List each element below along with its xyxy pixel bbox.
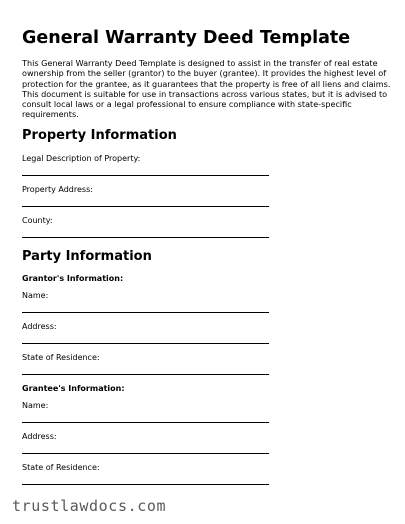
grantee-address-field: [22, 432, 385, 454]
document-title: General Warranty Deed Template: [22, 28, 351, 48]
grantee-address-label: Address:: [22, 431, 57, 441]
legal-description-label: Legal Description of Property:: [22, 153, 141, 163]
property-address-line[interactable]: [22, 206, 269, 207]
document-page: [22, 27, 391, 485]
grantee-name-label: Name:: [22, 400, 49, 410]
property-address-label: Property Address:: [22, 184, 93, 194]
county-field: [22, 216, 385, 238]
grantee-state-field: [22, 463, 385, 485]
intro-paragraph: This General Warranty Deed Template is designed to assist in the transfer of real estate ownership from the seller (grantor) to the buyer (grantee). It provides the highest level of protection for the grantee, as it guarantees that the property is free of all liens and claims. This document is suitable for use in transactions across various states, but it is advised to consult local laws or a legal professional to ensure compliance with state-specific requirements.: [22, 58, 391, 120]
grantee-information-heading: Grantee's Information:: [22, 383, 125, 393]
grantor-name-field: [22, 291, 385, 313]
grantee-state-label: State of Residence:: [22, 462, 100, 472]
grantor-address-label: Address:: [22, 321, 57, 331]
grantee-name-field: [22, 401, 385, 423]
county-label: County:: [22, 215, 53, 225]
grantee-state-line[interactable]: [22, 484, 269, 485]
watermark-text: trustlawdocs.com: [12, 497, 170, 515]
county-line[interactable]: [22, 237, 269, 238]
property-information-heading: Property Information: [22, 127, 177, 143]
property-address-field: [22, 185, 385, 207]
grantor-state-label: State of Residence:: [22, 352, 100, 362]
grantor-address-line[interactable]: [22, 343, 269, 344]
grantor-state-field: [22, 353, 385, 375]
legal-description-field: [22, 154, 385, 176]
grantor-state-line[interactable]: [22, 374, 269, 375]
grantee-address-line[interactable]: [22, 453, 269, 454]
grantor-name-label: Name:: [22, 290, 49, 300]
party-information-heading: Party Information: [22, 248, 152, 264]
grantor-name-line[interactable]: [22, 312, 269, 313]
grantor-address-field: [22, 322, 385, 344]
grantor-information-heading: Grantor's Information:: [22, 273, 124, 283]
grantee-name-line[interactable]: [22, 422, 269, 423]
legal-description-line[interactable]: [22, 175, 269, 176]
